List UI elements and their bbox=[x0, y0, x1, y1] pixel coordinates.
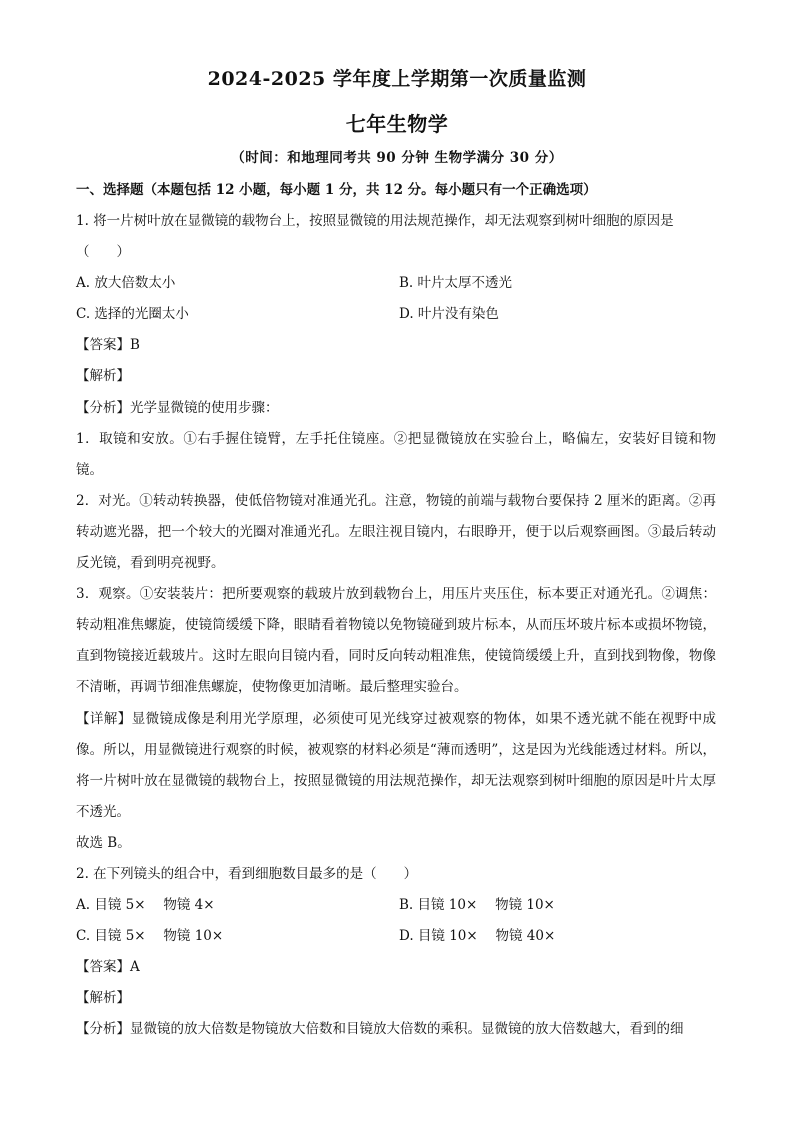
q1-option-a: A. 放大倍数太小 bbox=[76, 275, 176, 292]
q2-stem: 2. 在下列镜头的组合中，看到细胞数目最多的是（ ） bbox=[76, 865, 418, 882]
q1-option-c: C. 选择的光圈太小 bbox=[76, 306, 189, 323]
q1-answer: 【答案】B bbox=[76, 337, 140, 354]
exam-note: （时间：和地理同考共 90 分钟 生物学满分 30 分） bbox=[231, 150, 563, 166]
q2-option-b: B. 目镜 10× 物镜 10× bbox=[399, 897, 555, 914]
subject-title: 七年生物学 bbox=[345, 112, 449, 136]
q2-option-d: D. 目镜 10× 物镜 40× bbox=[399, 928, 556, 945]
q2-fenxi: 【分析】显微镜的放大倍数是物镜放大倍数和目镜放大倍数的乘积。显微镜的放大倍数越大，看到的细 bbox=[76, 1021, 684, 1038]
q1-fenxi: 【分析】光学显微镜的使用步骤： bbox=[76, 399, 279, 416]
q1-option-b: B. 叶片太厚不透光 bbox=[399, 275, 513, 292]
q1-stem-line2: （ ） bbox=[76, 244, 130, 261]
q2-option-a: A. 目镜 5× 物镜 4× bbox=[76, 897, 215, 914]
q1-step3: 3．观察。①安装装片：把所要观察的载玻片放到载物台上，用压片夹压住，标本要正对通光孔。②调焦：转动粗准焦螺旋，使镜筒缓缓下降，眼睛看着物镜以免物镜碰到玻片标本，从而压坏玻片标本或损坏物镜，直到物镜接近载玻片。这时左眼向目镜内看，同时反向转动粗准焦，使镜筒缓缓上升，直到找到物像，物像不清晰，再调节细准焦螺旋，使物像更加清晰。最后整理实验台。 bbox=[76, 586, 716, 696]
q2-analysis-tag: 【解析】 bbox=[76, 990, 130, 1007]
q1-step2: 2．对光。①转动转换器，使低倍物镜对准通光孔。注意，物镜的前端与载物台要保持 2 厘米的距离。②再转动遮光器，把一个较大的光圈对准通光孔。左眼注视目镜内，右眼睁开，便于以后观察画图。③最后转动反光镜，看到明亮视野。 bbox=[76, 492, 716, 572]
q2-answer: 【答案】A bbox=[76, 959, 140, 976]
question-body bbox=[76, 206, 716, 1046]
q1-detail: 【详解】显微镜成像是利用光学原理，必须使可见光线穿过被观察的物体，如果不透光就不能在视野中成像。所以，用显微镜进行观察的时候，被观察的材料必须是“薄而透明”，这是因为光线能透过材料。所以，将一片树叶放在显微镜的载物台上，按照显微镜的用法规范操作，却无法观察到树叶细胞的原因是叶片太厚不透光。 bbox=[76, 710, 716, 820]
q1-step1: 1．取镜和安放。①右手握住镜臂，左手托住镜座。②把显微镜放在实验台上，略偏左，安装好目镜和物镜。 bbox=[76, 430, 716, 478]
q1-stem-line1: 1. 将一片树叶放在显微镜的载物台上，按照显微镜的用法规范操作，却无法观察到树叶细胞的原因是 bbox=[76, 213, 674, 229]
q1-choose: 故选 B。 bbox=[76, 834, 131, 851]
q2-options-row2 bbox=[76, 921, 716, 952]
exam-title: 2024-2025 学年度上学期第一次质量监测 bbox=[207, 68, 587, 90]
q1-analysis-tag: 【解析】 bbox=[76, 368, 130, 385]
section-heading: 一、选择题（本题包括 12 小题，每小题 1 分，共 12 分。每小题只有一个正确选项） bbox=[76, 182, 597, 198]
q2-option-c: C. 目镜 5× 物镜 10× bbox=[76, 928, 224, 945]
q2-options-row1 bbox=[76, 890, 716, 921]
q1-option-d: D. 叶片没有染色 bbox=[399, 306, 499, 323]
q1-options-row2 bbox=[76, 299, 716, 330]
q1-options-row1 bbox=[76, 268, 716, 299]
